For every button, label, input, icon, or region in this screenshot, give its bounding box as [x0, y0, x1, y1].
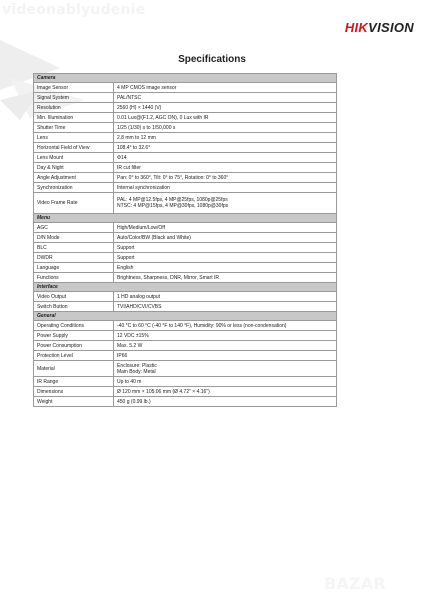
- spec-row: [34, 93, 337, 103]
- spec-value: Support: [114, 253, 337, 263]
- spec-value: 12 VDC ±15%: [114, 331, 337, 341]
- spec-label: Weight: [34, 397, 114, 407]
- spec-value: Internal synchronization: [114, 183, 337, 193]
- spec-row: [34, 153, 337, 163]
- spec-row: [34, 292, 337, 302]
- spec-value: 2.8 mm to 12 mm: [114, 133, 337, 143]
- hikvision-logo: [345, 20, 414, 35]
- spec-row: [34, 377, 337, 387]
- section-title: General: [34, 312, 337, 321]
- spec-value-line: Enclosure: Plastic: [117, 362, 157, 369]
- spec-row: [34, 341, 337, 351]
- section-header: [34, 312, 337, 321]
- spec-value: 0.01 Lux@(F1.2, AGC ON), 0 Lux with IR: [114, 113, 337, 123]
- spec-value: 450 g (0.99 lb.): [114, 397, 337, 407]
- section-title: Camera: [34, 74, 337, 83]
- logo-part1: HIK: [344, 20, 369, 35]
- spec-row: [34, 253, 337, 263]
- spec-value: English: [114, 263, 337, 273]
- spec-label: Operating Conditions: [34, 321, 114, 331]
- section-header: [34, 74, 337, 83]
- spec-label: Video Frame Rate: [34, 193, 114, 214]
- spec-row: [34, 83, 337, 93]
- spec-value: [114, 193, 337, 214]
- spec-value: 1/25 (1/30) s to 1/50,000 s: [114, 123, 337, 133]
- spec-label: Signal System: [34, 93, 114, 103]
- spec-label: Image Sensor: [34, 83, 114, 93]
- spec-value: 1 HD analog output: [114, 292, 337, 302]
- spec-row: [34, 243, 337, 253]
- spec-label: Horizontal Field of View: [34, 143, 114, 153]
- spec-label: Angle Adjustment: [34, 173, 114, 183]
- spec-row: [34, 173, 337, 183]
- spec-row: [34, 387, 337, 397]
- spec-row: [34, 133, 337, 143]
- spec-value: [114, 361, 337, 377]
- spec-label: Lens Mount: [34, 153, 114, 163]
- spec-value-line: NTSC: 4 MP@15fps, 4 MP@30fps, 1080p@30fps: [117, 203, 229, 209]
- spec-value: 4 MP CMOS image sensor: [114, 83, 337, 93]
- spec-label: Power Supply: [34, 331, 114, 341]
- spec-label: Material: [34, 361, 114, 377]
- spec-value: Brightness, Sharpness, DNR, Mirror, Smart IR: [114, 273, 337, 283]
- spec-row: [34, 361, 337, 377]
- spec-value: IP66: [114, 351, 337, 361]
- section-header: [34, 283, 337, 292]
- spec-row: [34, 193, 337, 214]
- spec-row: [34, 223, 337, 233]
- spec-value: Up to 40 m: [114, 377, 337, 387]
- spec-value: Ø 120 mm × 105.06 mm (Ø 4.72" × 4.16"): [114, 387, 337, 397]
- spec-label: Lens: [34, 133, 114, 143]
- spec-label: Power Consumption: [34, 341, 114, 351]
- spec-label: D/N Mode: [34, 233, 114, 243]
- spec-row: [34, 143, 337, 153]
- spec-value-line: Main Body: Metal: [117, 368, 156, 375]
- spec-label: Resolution: [34, 103, 114, 113]
- spec-row: [34, 263, 337, 273]
- spec-value-line: PAL: 4 MP@12.5fps, 4 MP@25fps, 1080p@25fps: [117, 197, 228, 203]
- spec-label: Functions: [34, 273, 114, 283]
- page-title: Specifications: [178, 54, 246, 65]
- spec-value: Max. 5.2 W: [114, 341, 337, 351]
- spec-label: Switch Button: [34, 302, 114, 312]
- spec-row: [34, 273, 337, 283]
- spec-row: [34, 321, 337, 331]
- spec-row: [34, 123, 337, 133]
- spec-row: [34, 103, 337, 113]
- spec-label: Video Output: [34, 292, 114, 302]
- spec-value: Pan: 0° to 360°, Tilt: 0° to 75°, Rotation: 0° to 360°: [114, 173, 337, 183]
- spec-value: PAL/NTSC: [114, 93, 337, 103]
- spec-row: [34, 183, 337, 193]
- spec-row: [34, 113, 337, 123]
- spec-row: [34, 397, 337, 407]
- spec-label: BLC: [34, 243, 114, 253]
- logo-part2: VISION: [368, 20, 414, 35]
- spec-row: [34, 302, 337, 312]
- spec-value: Support: [114, 243, 337, 253]
- spec-row: [34, 351, 337, 361]
- spec-label: DWDR: [34, 253, 114, 263]
- spec-label: AGC: [34, 223, 114, 233]
- spec-row: [34, 331, 337, 341]
- spec-row: [34, 233, 337, 243]
- spec-value: High/Medium/Low/Off: [114, 223, 337, 233]
- spec-label: Protection Level: [34, 351, 114, 361]
- spec-value: 108.4° to 32.6°: [114, 143, 337, 153]
- watermark-text: videonablyudenie: [2, 2, 146, 18]
- spec-label: Shutter Time: [34, 123, 114, 133]
- spec-label: Min. Illumination: [34, 113, 114, 123]
- section-title: Interface: [34, 283, 337, 292]
- spec-label: Synchronization: [34, 183, 114, 193]
- section-title: Menu: [34, 214, 337, 223]
- spec-value: Φ14: [114, 153, 337, 163]
- spec-value: TVI/AHD/CVI/CVBS: [114, 302, 337, 312]
- spec-value: Auto/Color/BW (Black and White): [114, 233, 337, 243]
- spec-table: [33, 73, 337, 407]
- spec-label: Dimensions: [34, 387, 114, 397]
- spec-label: Day & Night: [34, 163, 114, 173]
- spec-value: 2560 (H) × 1440 (V): [114, 103, 337, 113]
- spec-label: IR Range: [34, 377, 114, 387]
- spec-value: -40 °C to 60 °C (-40 °F to 140 °F), Humidity: 90% or less (non-condensation): [114, 321, 337, 331]
- spec-row: [34, 163, 337, 173]
- section-header: [34, 214, 337, 223]
- watermark-bottom: BAZAR: [324, 574, 386, 593]
- spec-value: IR cut filter: [114, 163, 337, 173]
- spec-label: Language: [34, 263, 114, 273]
